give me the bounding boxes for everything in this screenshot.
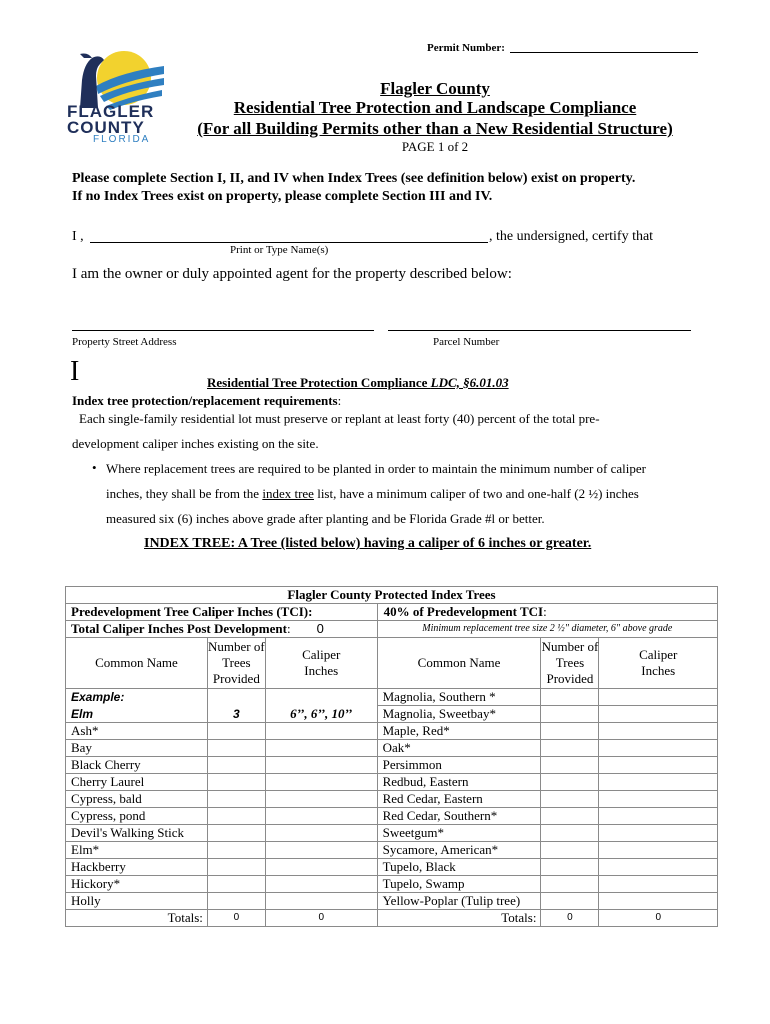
left-tree-caliper-input[interactable]: [265, 893, 377, 910]
left-tree-number-input[interactable]: [207, 757, 265, 774]
right-tree-caliper-input[interactable]: [599, 791, 718, 808]
name-caption: Print or Type Name(s): [230, 244, 329, 256]
bullet-line-2: [106, 486, 639, 502]
min-size-note: Minimum replacement tree size 2 ½" diameter, 6" above grade: [377, 621, 717, 638]
section-title-ref: LDC, §6.01.03: [430, 375, 509, 390]
col-num-2-right: Trees: [555, 655, 585, 670]
title-scope: (For all Building Permits other than a New Residential Structure): [197, 119, 673, 138]
owner-name-field[interactable]: [90, 242, 488, 243]
right-tree-number-input[interactable]: [541, 893, 599, 910]
col-num-1-right: Number of: [541, 639, 599, 654]
tci-label: Predevelopment Tree Caliper Inches (TCI):: [66, 604, 378, 621]
right-tree-caliper-input[interactable]: [599, 893, 718, 910]
right-tree-number-input[interactable]: [541, 876, 599, 893]
left-tree-number-input[interactable]: [207, 774, 265, 791]
left-tree-caliper-input[interactable]: [265, 723, 377, 740]
col-num-3-right: Provided: [546, 671, 594, 686]
right-tree-name: Maple, Red*: [377, 723, 541, 740]
left-tree-caliper-input[interactable]: [265, 774, 377, 791]
left-tree-number-input[interactable]: [207, 842, 265, 859]
col-cal-2-right: Inches: [641, 663, 676, 678]
left-tree-name: Hickory*: [66, 876, 208, 893]
col-num-2-left: Trees: [222, 655, 251, 670]
left-tree-name: Cypress, bald: [66, 791, 208, 808]
left-tree-number-input[interactable]: [207, 876, 265, 893]
logo-line-florida: FLORIDA: [93, 134, 151, 145]
logo-line-flagler: FLAGLER: [67, 102, 155, 121]
section-subhead: [72, 393, 341, 409]
logo-line-county: COUNTY: [67, 118, 145, 137]
example-spacer-num: [207, 689, 265, 706]
right-tree-name: Tupelo, Black: [377, 859, 541, 876]
post-dev-label: Total Caliper Inches Post Development: [71, 621, 287, 636]
right-tree-caliper-input[interactable]: [599, 808, 718, 825]
index-tree-link[interactable]: index tree: [262, 486, 314, 501]
right-tree-name: Magnolia, Southern *: [377, 689, 541, 706]
right-tree-caliper-input[interactable]: [599, 859, 718, 876]
right-tree-name: Persimmon: [377, 757, 541, 774]
post-dev-value: 0: [316, 621, 324, 636]
right-tree-number-input[interactable]: [541, 740, 599, 757]
bullet-line-1: Where replacement trees are required to be planted in order to maintain the minimum number of caliper: [106, 461, 647, 476]
section-subhead-text: Index tree protection/replacement requirements: [72, 393, 338, 408]
left-tree-number-input[interactable]: [207, 808, 265, 825]
col-cal-1-right: Caliper: [639, 647, 678, 662]
right-tree-number-input[interactable]: [541, 689, 599, 706]
left-tree-caliper-input[interactable]: [265, 808, 377, 825]
col-header-number-right: [541, 638, 599, 689]
right-tree-name: Sycamore, American*: [377, 842, 541, 859]
address-caption: Property Street Address: [72, 336, 177, 348]
permit-number-field[interactable]: [510, 52, 698, 53]
right-tree-name: Yellow-Poplar (Tulip tree): [377, 893, 541, 910]
left-tree-number-input[interactable]: [207, 859, 265, 876]
certify-prefix: I ,: [72, 229, 84, 244]
bullet-line-2-b: list, have a minimum caliper of two and one-half (2 ½) inches: [313, 486, 639, 501]
col-num-3-left: Provided: [212, 671, 260, 686]
right-tree-caliper-input[interactable]: [599, 825, 718, 842]
left-tree-name: Cypress, pond: [66, 808, 208, 825]
parcel-caption: Parcel Number: [433, 336, 500, 348]
pct-tci-colon: :: [543, 604, 547, 619]
page-indicator: PAGE 1 of 2: [401, 139, 469, 154]
right-tree-name: Sweetgum*: [377, 825, 541, 842]
right-tree-number-input[interactable]: [541, 706, 599, 723]
left-tree-name: Elm*: [66, 842, 208, 859]
left-total-caliper: 0: [265, 910, 377, 927]
right-tree-name: Red Cedar, Southern*: [377, 808, 541, 825]
right-tree-number-input[interactable]: [541, 808, 599, 825]
right-total-caliper: 0: [599, 910, 718, 927]
section-numeral: I: [70, 356, 80, 387]
example-label: Example:: [66, 689, 208, 706]
right-tree-caliper-input[interactable]: [599, 842, 718, 859]
protected-index-trees-table: [65, 586, 718, 927]
owner-statement: I am the owner or duly appointed agent for the property described below:: [72, 266, 512, 282]
property-address-field[interactable]: [72, 330, 374, 331]
col-num-1-left: Number of: [208, 639, 265, 654]
example-tree-number: 3: [207, 706, 265, 723]
right-tree-number-input[interactable]: [541, 774, 599, 791]
right-tree-name: Magnolia, Sweetbay*: [377, 706, 541, 723]
left-tree-name: Bay: [66, 740, 208, 757]
bullet-line-3: measured six (6) inches above grade after planting and be Florida Grade #l or better.: [106, 511, 545, 526]
table-title: Flagler County Protected Index Trees: [66, 587, 718, 604]
left-tree-name: Black Cherry: [66, 757, 208, 774]
intro-line-1: Please complete Section I, II, and IV when Index Trees (see definition below) exist on property.: [72, 171, 636, 186]
title-county: Flagler County: [380, 79, 490, 98]
left-tree-name: Ash*: [66, 723, 208, 740]
left-tree-name: Hackberry: [66, 859, 208, 876]
example-spacer-cal: [265, 689, 377, 706]
right-tree-caliper-input[interactable]: [599, 740, 718, 757]
right-total-number: 0: [541, 910, 599, 927]
right-tree-name: Red Cedar, Eastern: [377, 791, 541, 808]
col-header-name-left: Common Name: [66, 638, 208, 689]
post-dev-colon: :: [286, 621, 291, 636]
left-tree-caliper-input[interactable]: [265, 842, 377, 859]
left-tree-caliper-input[interactable]: [265, 825, 377, 842]
parcel-number-field[interactable]: [388, 330, 691, 331]
right-tree-name: Tupelo, Swamp: [377, 876, 541, 893]
col-header-name-right: Common Name: [377, 638, 541, 689]
col-header-number-left: [207, 638, 265, 689]
right-tree-caliper-input[interactable]: [599, 876, 718, 893]
right-totals-label: Totals:: [377, 910, 541, 927]
right-tree-number-input[interactable]: [541, 825, 599, 842]
left-tree-number-input[interactable]: [207, 791, 265, 808]
permit-number-label: Permit Number:: [427, 42, 505, 54]
left-tree-caliper-input[interactable]: [265, 859, 377, 876]
right-tree-caliper-input[interactable]: [599, 706, 718, 723]
left-tree-number-input[interactable]: [207, 893, 265, 910]
left-tree-number-input[interactable]: [207, 723, 265, 740]
left-tree-caliper-input[interactable]: [265, 876, 377, 893]
right-tree-caliper-input[interactable]: [599, 689, 718, 706]
section-para-line-1: Each single-family residential lot must preserve or replant at least forty (40) percent of the total pre-: [79, 411, 600, 426]
pct-tci-cell[interactable]: [377, 604, 717, 621]
section-title: [207, 375, 509, 391]
index-tree-definition: INDEX TREE: A Tree (listed below) having a caliper of 6 inches or greater.: [144, 536, 592, 551]
left-total-number: 0: [207, 910, 265, 927]
example-tree-name: Elm: [66, 706, 208, 723]
col-cal-2-left: Inches: [304, 663, 339, 678]
col-header-caliper-right: [599, 638, 718, 689]
left-tree-name: Devil's Walking Stick: [66, 825, 208, 842]
right-tree-caliper-input[interactable]: [599, 774, 718, 791]
right-tree-name: Redbud, Eastern: [377, 774, 541, 791]
certify-suffix: , the undersigned, certify that: [489, 229, 654, 244]
left-tree-number-input[interactable]: [207, 825, 265, 842]
left-tree-name: Holly: [66, 893, 208, 910]
bullet-icon: •: [92, 460, 97, 475]
post-dev-cell[interactable]: [66, 621, 378, 638]
left-tree-caliper-input[interactable]: [265, 740, 377, 757]
section-para-line-2: development caliper inches existing on the site.: [72, 436, 319, 451]
right-tree-caliper-input[interactable]: [599, 757, 718, 774]
right-tree-number-input[interactable]: [541, 859, 599, 876]
right-tree-caliper-input[interactable]: [599, 723, 718, 740]
title-form: Residential Tree Protection and Landscape Compliance: [233, 98, 637, 117]
left-tree-caliper-input[interactable]: [265, 757, 377, 774]
right-tree-number-input[interactable]: [541, 842, 599, 859]
section-subhead-colon: :: [337, 393, 342, 408]
col-header-caliper-left: [265, 638, 377, 689]
right-tree-number-input[interactable]: [541, 757, 599, 774]
right-tree-number-input[interactable]: [541, 791, 599, 808]
left-tree-name: Cherry Laurel: [66, 774, 208, 791]
right-tree-number-input[interactable]: [541, 723, 599, 740]
left-tree-number-input[interactable]: [207, 740, 265, 757]
bullet-line-2-a: inches, they shall be from the: [106, 486, 263, 501]
left-tree-caliper-input[interactable]: [265, 791, 377, 808]
pct-tci-label: 40% of Predevelopment TCI: [383, 604, 544, 619]
right-tree-name: Oak*: [377, 740, 541, 757]
left-totals-label: Totals:: [66, 910, 208, 927]
intro-line-2: If no Index Trees exist on property, please complete Section III and IV.: [72, 189, 493, 204]
col-cal-1-left: Caliper: [302, 647, 341, 662]
section-title-text: Residential Tree Protection Compliance: [207, 375, 431, 390]
example-tree-caliper: 6’’, 6’’, 10’’: [265, 706, 377, 723]
